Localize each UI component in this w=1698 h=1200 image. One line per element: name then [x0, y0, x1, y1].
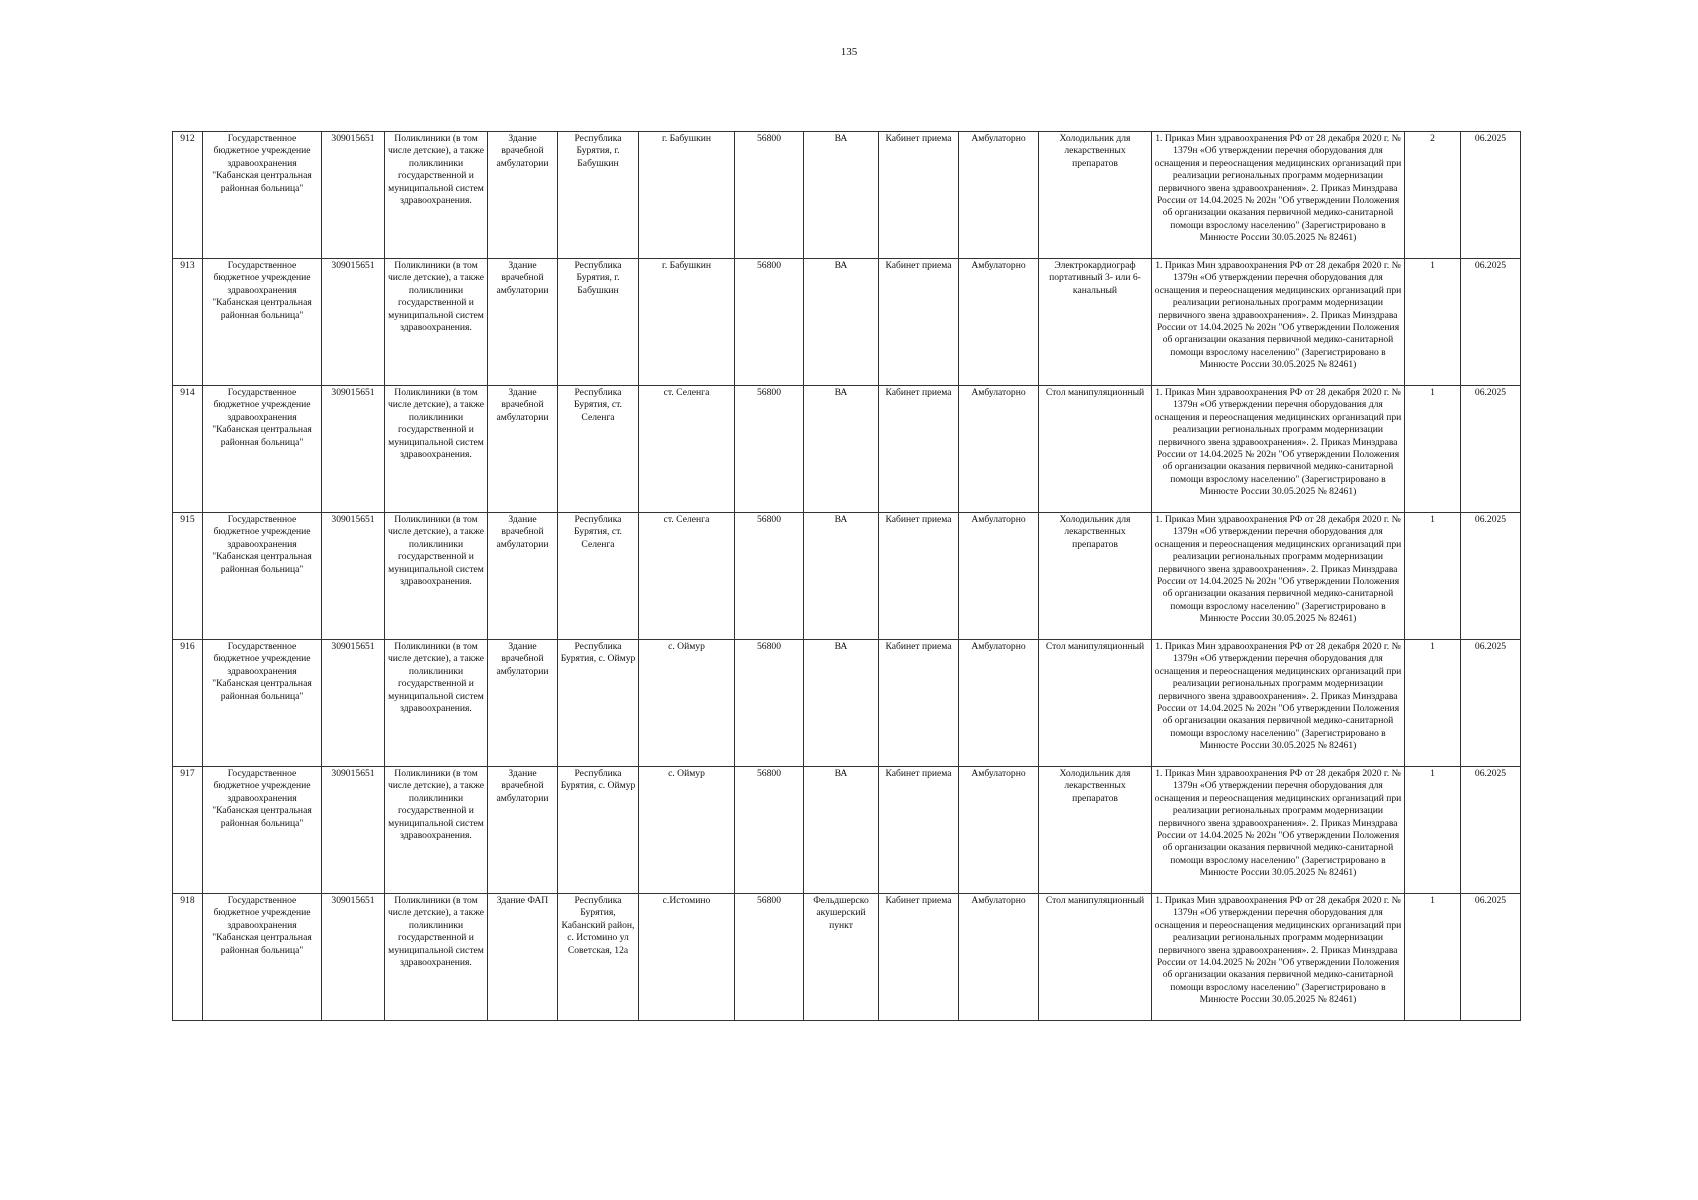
cell-row-number: 912	[173, 132, 203, 259]
cell-room-name: Кабинет приема	[879, 640, 959, 767]
cell-locality: г. Бабушкин	[639, 132, 735, 259]
cell-institution-code: 309015651	[322, 640, 385, 767]
cell-organization-name: Государственное бюджетное учреждение здравоохранения "Кабанская центральная районная больница"	[203, 386, 322, 513]
cell-building-name: Здание врачебной амбулатории	[488, 259, 558, 386]
cell-locality: ст. Селенга	[639, 513, 735, 640]
cell-equipment-name: Холодильник для лекарственных препаратов	[1039, 513, 1152, 640]
cell-legal-basis: 1. Приказ Мин здравоохранения РФ от 28 декабря 2020 г. № 1379н «Об утверждении перечня оборудования для оснащения и переоснащения медицинских организаций при реализации региональных программ модернизации первичного звена здравоохранения». 2. Приказ Минздрава России от 14.04.2025 № 202н "Об утверждении Положения об организации оказания первичной медико-санитарной помощи взрослому населению" (Зарегистрировано в Минюсте России 30.05.2025 № 82461)	[1152, 132, 1405, 259]
cell-legal-basis: 1. Приказ Мин здравоохранения РФ от 28 декабря 2020 г. № 1379н «Об утверждении перечня оборудования для оснащения и переоснащения медицинских организаций при реализации региональных программ модернизации первичного звена здравоохранения». 2. Приказ Минздрава России от 14.04.2025 № 202н "Об утверждении Положения об организации оказания первичной медико-санитарной помощи взрослому населению" (Зарегистрировано в Минюсте России 30.05.2025 № 82461)	[1152, 259, 1405, 386]
cell-due-date: 06.2025	[1461, 513, 1521, 640]
cell-legal-basis: 1. Приказ Мин здравоохранения РФ от 28 декабря 2020 г. № 1379н «Об утверждении перечня оборудования для оснащения и переоснащения медицинских организаций при реализации региональных программ модернизации первичного звена здравоохранения». 2. Приказ Минздрава России от 14.04.2025 № 202н "Об утверждении Положения об организации оказания первичной медико-санитарной помощи взрослому населению" (Зарегистрировано в Минюсте России 30.05.2025 № 82461)	[1152, 640, 1405, 767]
table-row	[173, 513, 1521, 640]
cell-quantity: 2	[1405, 132, 1461, 259]
cell-due-date: 06.2025	[1461, 640, 1521, 767]
cell-building-name: Здание врачебной амбулатории	[488, 640, 558, 767]
cell-oktmo-code: 56800	[735, 640, 804, 767]
cell-care-mode: Амбулаторно	[959, 386, 1039, 513]
cell-quantity: 1	[1405, 386, 1461, 513]
cell-organization-name: Государственное бюджетное учреждение здравоохранения "Кабанская центральная районная больница"	[203, 513, 322, 640]
cell-region-address: Республика Бурятия, г. Бабушкин	[558, 132, 639, 259]
cell-equipment-name: Холодильник для лекарственных препаратов	[1039, 767, 1152, 894]
cell-oktmo-code: 56800	[735, 513, 804, 640]
cell-row-number: 918	[173, 894, 203, 1021]
cell-equipment-name: Электрокардиограф портативный 3- или 6-канальный	[1039, 259, 1152, 386]
cell-unit-type: Фельдшерско акушерский пункт	[804, 894, 879, 1021]
cell-care-mode: Амбулаторно	[959, 513, 1039, 640]
cell-room-name: Кабинет приема	[879, 894, 959, 1021]
cell-oktmo-code: 56800	[735, 386, 804, 513]
cell-row-number: 913	[173, 259, 203, 386]
cell-due-date: 06.2025	[1461, 894, 1521, 1021]
cell-quantity: 1	[1405, 513, 1461, 640]
cell-room-name: Кабинет приема	[879, 259, 959, 386]
cell-row-number: 915	[173, 513, 203, 640]
cell-institution-code: 309015651	[322, 386, 385, 513]
cell-unit-type: ВА	[804, 386, 879, 513]
cell-facility-type: Поликлиники (в том числе детские), а также поликлиники государственной и муниципальной систем здравоохранения.	[385, 640, 488, 767]
cell-facility-type: Поликлиники (в том числе детские), а также поликлиники государственной и муниципальной систем здравоохранения.	[385, 767, 488, 894]
cell-care-mode: Амбулаторно	[959, 259, 1039, 386]
cell-locality: с.Истомино	[639, 894, 735, 1021]
table-row	[173, 640, 1521, 767]
cell-quantity: 1	[1405, 640, 1461, 767]
cell-unit-type: ВА	[804, 767, 879, 894]
cell-facility-type: Поликлиники (в том числе детские), а также поликлиники государственной и муниципальной систем здравоохранения.	[385, 894, 488, 1021]
cell-building-name: Здание врачебной амбулатории	[488, 132, 558, 259]
cell-region-address: Республика Бурятия, ст. Селенга	[558, 386, 639, 513]
cell-legal-basis: 1. Приказ Мин здравоохранения РФ от 28 декабря 2020 г. № 1379н «Об утверждении перечня оборудования для оснащения и переоснащения медицинских организаций при реализации региональных программ модернизации первичного звена здравоохранения». 2. Приказ Минздрава России от 14.04.2025 № 202н "Об утверждении Положения об организации оказания первичной медико-санитарной помощи взрослому населению" (Зарегистрировано в Минюсте России 30.05.2025 № 82461)	[1152, 767, 1405, 894]
cell-institution-code: 309015651	[322, 894, 385, 1021]
cell-organization-name: Государственное бюджетное учреждение здравоохранения "Кабанская центральная районная больница"	[203, 894, 322, 1021]
cell-care-mode: Амбулаторно	[959, 640, 1039, 767]
cell-locality: г. Бабушкин	[639, 259, 735, 386]
cell-institution-code: 309015651	[322, 513, 385, 640]
table-body	[173, 132, 1521, 1021]
table-row	[173, 259, 1521, 386]
cell-facility-type: Поликлиники (в том числе детские), а также поликлиники государственной и муниципальной систем здравоохранения.	[385, 132, 488, 259]
cell-due-date: 06.2025	[1461, 767, 1521, 894]
cell-care-mode: Амбулаторно	[959, 132, 1039, 259]
cell-room-name: Кабинет приема	[879, 132, 959, 259]
cell-unit-type: ВА	[804, 640, 879, 767]
cell-quantity: 1	[1405, 894, 1461, 1021]
cell-oktmo-code: 56800	[735, 767, 804, 894]
cell-institution-code: 309015651	[322, 132, 385, 259]
cell-row-number: 917	[173, 767, 203, 894]
table-row	[173, 894, 1521, 1021]
cell-facility-type: Поликлиники (в том числе детские), а также поликлиники государственной и муниципальной систем здравоохранения.	[385, 513, 488, 640]
cell-equipment-name: Стол манипуляционный	[1039, 640, 1152, 767]
cell-quantity: 1	[1405, 259, 1461, 386]
cell-region-address: Республика Бурятия, с. Оймур	[558, 640, 639, 767]
cell-care-mode: Амбулаторно	[959, 894, 1039, 1021]
cell-unit-type: ВА	[804, 132, 879, 259]
cell-row-number: 914	[173, 386, 203, 513]
cell-locality: с. Оймур	[639, 767, 735, 894]
cell-institution-code: 309015651	[322, 767, 385, 894]
cell-organization-name: Государственное бюджетное учреждение здравоохранения "Кабанская центральная районная больница"	[203, 640, 322, 767]
cell-room-name: Кабинет приема	[879, 513, 959, 640]
table-row	[173, 767, 1521, 894]
cell-legal-basis: 1. Приказ Мин здравоохранения РФ от 28 декабря 2020 г. № 1379н «Об утверждении перечня оборудования для оснащения и переоснащения медицинских организаций при реализации региональных программ модернизации первичного звена здравоохранения». 2. Приказ Минздрава России от 14.04.2025 № 202н "Об утверждении Положения об организации оказания первичной медико-санитарной помощи взрослому населению" (Зарегистрировано в Минюсте России 30.05.2025 № 82461)	[1152, 386, 1405, 513]
cell-building-name: Здание врачебной амбулатории	[488, 513, 558, 640]
cell-equipment-name: Стол манипуляционный	[1039, 386, 1152, 513]
cell-care-mode: Амбулаторно	[959, 767, 1039, 894]
cell-room-name: Кабинет приема	[879, 767, 959, 894]
cell-equipment-name: Холодильник для лекарственных препаратов	[1039, 132, 1152, 259]
cell-organization-name: Государственное бюджетное учреждение здравоохранения "Кабанская центральная районная больница"	[203, 132, 322, 259]
cell-locality: с. Оймур	[639, 640, 735, 767]
cell-legal-basis: 1. Приказ Мин здравоохранения РФ от 28 декабря 2020 г. № 1379н «Об утверждении перечня оборудования для оснащения и переоснащения медицинских организаций при реализации региональных программ модернизации первичного звена здравоохранения». 2. Приказ Минздрава России от 14.04.2025 № 202н "Об утверждении Положения об организации оказания первичной медико-санитарной помощи взрослому населению" (Зарегистрировано в Минюсте России 30.05.2025 № 82461)	[1152, 513, 1405, 640]
cell-institution-code: 309015651	[322, 259, 385, 386]
cell-oktmo-code: 56800	[735, 259, 804, 386]
cell-region-address: Республика Бурятия, Кабанский район, с. Истомино ул Советская, 12а	[558, 894, 639, 1021]
equipment-registry-table	[172, 131, 1521, 1021]
cell-row-number: 916	[173, 640, 203, 767]
cell-building-name: Здание ФАП	[488, 894, 558, 1021]
cell-oktmo-code: 56800	[735, 132, 804, 259]
cell-room-name: Кабинет приема	[879, 386, 959, 513]
cell-building-name: Здание врачебной амбулатории	[488, 767, 558, 894]
page-number: 135	[840, 46, 858, 58]
cell-due-date: 06.2025	[1461, 132, 1521, 259]
cell-unit-type: ВА	[804, 259, 879, 386]
cell-due-date: 06.2025	[1461, 259, 1521, 386]
cell-organization-name: Государственное бюджетное учреждение здравоохранения "Кабанская центральная районная больница"	[203, 259, 322, 386]
cell-legal-basis: 1. Приказ Мин здравоохранения РФ от 28 декабря 2020 г. № 1379н «Об утверждении перечня оборудования для оснащения и переоснащения медицинских организаций при реализации региональных программ модернизации первичного звена здравоохранения». 2. Приказ Минздрава России от 14.04.2025 № 202н "Об утверждении Положения об организации оказания первичной медико-санитарной помощи взрослому населению" (Зарегистрировано в Минюсте России 30.05.2025 № 82461)	[1152, 894, 1405, 1021]
cell-locality: ст. Селенга	[639, 386, 735, 513]
cell-region-address: Республика Бурятия, с. Оймур	[558, 767, 639, 894]
table-row	[173, 386, 1521, 513]
cell-quantity: 1	[1405, 767, 1461, 894]
cell-facility-type: Поликлиники (в том числе детские), а также поликлиники государственной и муниципальной систем здравоохранения.	[385, 386, 488, 513]
cell-due-date: 06.2025	[1461, 386, 1521, 513]
cell-building-name: Здание врачебной амбулатории	[488, 386, 558, 513]
table-row	[173, 132, 1521, 259]
cell-region-address: Республика Бурятия, г. Бабушкин	[558, 259, 639, 386]
cell-equipment-name: Стол манипуляционный	[1039, 894, 1152, 1021]
cell-organization-name: Государственное бюджетное учреждение здравоохранения "Кабанская центральная районная больница"	[203, 767, 322, 894]
cell-facility-type: Поликлиники (в том числе детские), а также поликлиники государственной и муниципальной систем здравоохранения.	[385, 259, 488, 386]
cell-unit-type: ВА	[804, 513, 879, 640]
cell-oktmo-code: 56800	[735, 894, 804, 1021]
cell-region-address: Республика Бурятия, ст. Селенга	[558, 513, 639, 640]
